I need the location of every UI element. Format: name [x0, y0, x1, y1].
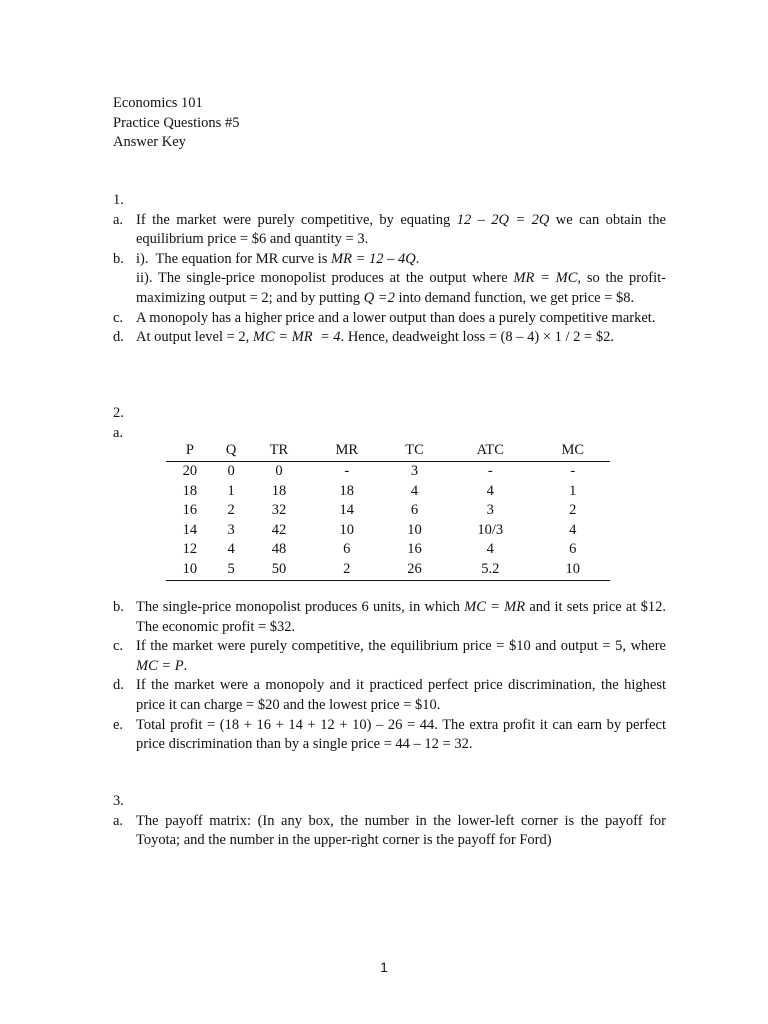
item-label: b.: [113, 599, 124, 615]
table-cell: 10: [535, 560, 610, 580]
question-number: 2.: [113, 405, 124, 421]
table-cell: 1: [569, 482, 577, 499]
item-label: c.: [113, 638, 124, 655]
question-2-answers: [113, 598, 666, 755]
table-cell: -: [570, 463, 576, 479]
question-3: [113, 792, 666, 851]
answer-2d: [113, 676, 666, 715]
table-cell: 10: [166, 560, 214, 580]
table-cell: 48: [271, 541, 287, 558]
item-text: If the market were a monopoly and it practiced perfect price discrimination, the highest price it can charge = $20 and the lowest price = $10.: [136, 677, 666, 713]
document-header: [113, 94, 666, 153]
item-label: a.: [113, 211, 124, 228]
question-1: [113, 191, 666, 348]
table-cell: 2: [310, 560, 384, 580]
table-cell: 6: [410, 502, 419, 519]
table-cell: 4: [486, 482, 494, 499]
table-cell: 0: [275, 463, 283, 479]
answer-3a: [113, 812, 666, 851]
answer-2c: [113, 637, 666, 676]
table-cell: 2: [227, 502, 235, 519]
document-subtitle: Answer Key: [113, 134, 186, 151]
answer-1d: [113, 328, 666, 348]
table-cell: 4: [410, 482, 419, 499]
column-header: TC: [384, 441, 445, 462]
table-cell: 26: [384, 560, 445, 580]
item-text-ii: ii). The single-price monopolist produces at the output where MR = MC, so the profit-maximizing output = 2; and by putting Q =2 into demand function, we get price = $8.: [136, 270, 666, 306]
table-cell: 2: [569, 502, 577, 519]
table-cell: 0: [227, 463, 235, 479]
column-header: P: [166, 441, 214, 462]
table-cell: 1: [227, 482, 235, 499]
table-cell: 10/3: [477, 521, 504, 538]
table-cell: 32: [271, 502, 287, 519]
item-text-i: i). The equation for MR curve is MR = 12 – 4Q.: [136, 250, 420, 267]
item-label: b.: [113, 250, 124, 267]
item-text: If the market were purely competitive, the equilibrium price = $10 and output = 5, where MC = P.: [136, 638, 666, 674]
answer-2e: [113, 716, 666, 755]
table-body: [166, 462, 610, 581]
table-cell: 12: [182, 541, 198, 558]
column-header: ATC: [445, 441, 535, 462]
item-text: The single-price monopolist produces 6 units, in which MC = MR and it sets price at $12. The economic profit = $32.: [136, 599, 666, 635]
table-cell: 50: [248, 560, 309, 580]
table-row: [166, 521, 610, 541]
table-cell: -: [344, 463, 350, 479]
item-text: Total profit = (18 + 16 + 14 + 12 + 10) – 26 = 44. The extra profit it can earn by perfect price discrimination than by a single price = 44 – 12 = 32.: [136, 716, 666, 753]
table-cell: 6: [569, 541, 577, 558]
table-cell: 18: [271, 482, 287, 499]
item-label: d.: [113, 677, 124, 694]
course-title: Economics 101: [113, 95, 203, 111]
table-cell: 10: [339, 521, 354, 538]
column-header: MC: [535, 441, 610, 462]
table-cell: 18: [182, 482, 198, 499]
item-label: d.: [113, 329, 124, 346]
item-text: At output level = 2, MC = MR = 4. Hence, deadweight loss = (8 – 4) × 1 / 2 = $2.: [136, 329, 614, 346]
table-cell: 3: [486, 502, 494, 519]
table-row: [166, 501, 610, 521]
item-text: If the market were purely competitive, by equating 12 – 2Q = 2Q we can obtain the equilibrium price = $6 and quantity = 3.: [136, 211, 666, 248]
table-cell: 18: [339, 482, 354, 499]
item-text: A monopoly has a higher price and a lower output than does a purely competitive market.: [136, 309, 656, 326]
table-cell: 5.2: [445, 560, 535, 580]
page-number: 1: [380, 959, 388, 975]
table-cell: 4: [227, 541, 235, 558]
column-header: MR: [310, 441, 384, 462]
answer-2b: [113, 598, 666, 637]
question-number: 1.: [113, 192, 124, 208]
table-cell: 42: [271, 521, 287, 538]
table-row: [166, 540, 610, 560]
table-row: [166, 462, 610, 482]
table-cell: 3: [227, 521, 235, 538]
question-number: 3.: [113, 793, 124, 809]
table-cell: 6: [343, 541, 351, 558]
table-cell: 14: [339, 502, 354, 519]
table-cell: 16: [407, 541, 422, 558]
table-cell: 14: [182, 521, 198, 538]
table-cell: 5: [214, 560, 249, 580]
question-2-heading: [113, 404, 666, 443]
table-header-row: [166, 441, 610, 462]
table-row: [166, 482, 610, 502]
answer-1c: [113, 309, 666, 329]
item-label: c.: [113, 309, 124, 326]
item-text: The payoff matrix: (In any box, the number in the lower-left corner is the payoff for Toyota; and the number in the upper-right corner is the payoff for Ford): [136, 812, 666, 849]
document-title: Practice Questions #5: [113, 114, 240, 131]
table-cell: 3: [410, 463, 419, 479]
table-cell: 16: [182, 502, 198, 519]
table-row: [166, 560, 610, 580]
column-header: TR: [248, 441, 309, 462]
column-header: Q: [214, 441, 249, 462]
item-label: e.: [113, 716, 124, 733]
item-label: a.: [113, 812, 124, 829]
cost-revenue-table: [166, 441, 610, 581]
table-cell: 4: [486, 541, 494, 558]
item-label: a.: [113, 424, 124, 441]
answer-1b: [113, 250, 666, 309]
table-cell: 10: [407, 521, 422, 538]
table-cell: -: [487, 463, 493, 479]
table-cell: 20: [182, 463, 198, 479]
answer-1a: [113, 211, 666, 250]
table-cell: 4: [569, 521, 577, 538]
